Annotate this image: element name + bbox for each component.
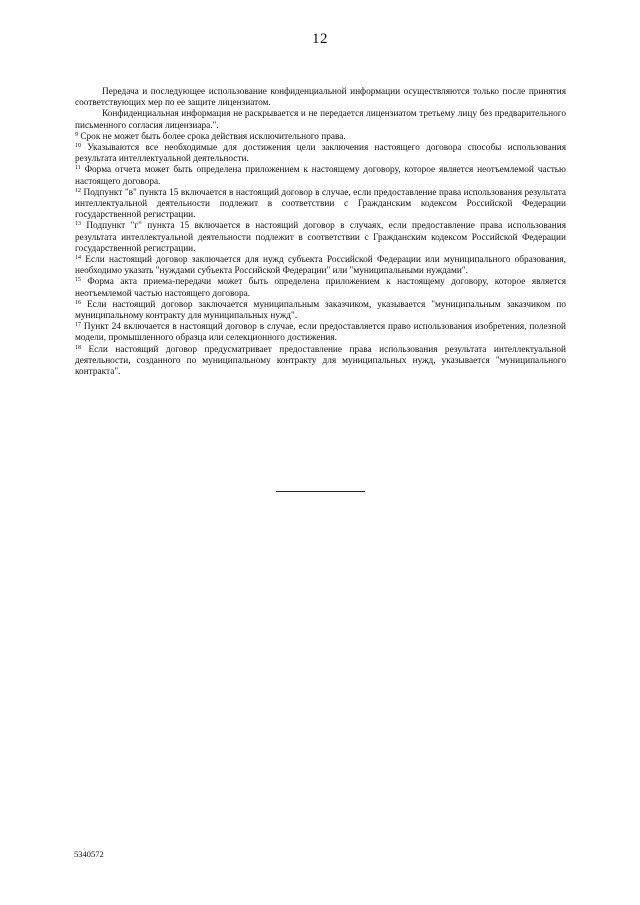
page-number: 12 bbox=[312, 31, 328, 47]
footnote-15 bbox=[75, 277, 566, 299]
footnote-number: 12 bbox=[75, 187, 81, 194]
footnote-number: 16 bbox=[75, 299, 81, 306]
footnote-13 bbox=[75, 221, 566, 255]
footnote-text: Если настоящий договор заключается муниципальным заказчиком, указывается "муниципальным заказчиком по муниципальному контракту для муниципальных нужд". bbox=[75, 299, 566, 322]
footnote-14 bbox=[75, 255, 566, 277]
footnote-18 bbox=[75, 345, 566, 379]
footnote-number: 10 bbox=[75, 143, 81, 150]
footnote-number: 9 bbox=[75, 131, 78, 138]
footnote-text: Подпункт "в" пункта 15 включается в настоящий договор в случае, если предоставление права использования результата интеллектуальной деятельности подлежит в соответствии с Гражданским кодексом Российской Федерации государственной регистрации. bbox=[75, 187, 566, 221]
footnote-text: Пункт 24 включается в настоящий договор в случае, если предоставляется право использования изобретения, полезной модели, промышленного образца или селекционного достижения. bbox=[75, 322, 566, 344]
footnote-number: 17 bbox=[75, 322, 81, 329]
footnote-11 bbox=[75, 165, 566, 187]
paragraph-confidential-transfer: Передача и последующее использование конфиденциальной информации осуществляются только после принятия соответствующих мер по ее защите лицензиатом. bbox=[75, 87, 566, 109]
footnote-12 bbox=[75, 188, 566, 222]
document-code: 5340572 bbox=[74, 849, 104, 859]
footnote-number: 11 bbox=[75, 165, 81, 172]
footnote-text: Подпункт "г" пункта 15 включается в настоящий договор в случаях, если предоставление права использования результата интеллектуальной деятельности подлежит в соответствии с Гражданским кодексом Российской Федерации государственной регистрации. bbox=[75, 221, 566, 254]
footnote-text: Срок не может быть более срока действия исключительного права. bbox=[80, 131, 346, 142]
footnote-text: Форма отчета может быть определена приложением к настоящему договору, которое является неотъемлемой частью настоящего договора. bbox=[75, 165, 566, 187]
footnote-17 bbox=[75, 322, 566, 344]
end-divider bbox=[276, 491, 365, 492]
footnote-text: Указываются все необходимые для достижения цели заключения настоящего договора способы использования результата интеллектуальной деятельности. bbox=[75, 143, 566, 165]
footnote-number: 15 bbox=[75, 277, 81, 284]
footnote-text: Если настоящий договор предусматривает предоставление права использования результата интеллектуальной деятельности, созданного по муниципальному контракту для муниципальных нужд, указывается "муниципального контракта". bbox=[75, 344, 566, 378]
footnote-number: 14 bbox=[75, 255, 81, 262]
footnote-number: 18 bbox=[75, 344, 81, 351]
document-body bbox=[75, 87, 566, 378]
footnote-text: Если настоящий договор заключается для нужд субъекта Российской Федерации или муниципального образования, необходимо указать "нуждами субъекта Российской Федерации" или "муниципальными нуждами". bbox=[75, 255, 566, 277]
footnote-number: 13 bbox=[75, 221, 81, 228]
footnote-9 bbox=[75, 132, 566, 143]
footnote-text: Форма акта приема-передачи может быть определена приложением к настоящему договору, которое является неотъемлемой частью настоящего договора. bbox=[75, 277, 566, 299]
paragraph-confidential-disclosure: Конфиденциальная информация не раскрывается и не передается лицензиатом третьему лицу без предварительного письменного согласия лицензиара.". bbox=[75, 109, 566, 131]
footnote-16 bbox=[75, 300, 566, 322]
footnote-10 bbox=[75, 143, 566, 165]
